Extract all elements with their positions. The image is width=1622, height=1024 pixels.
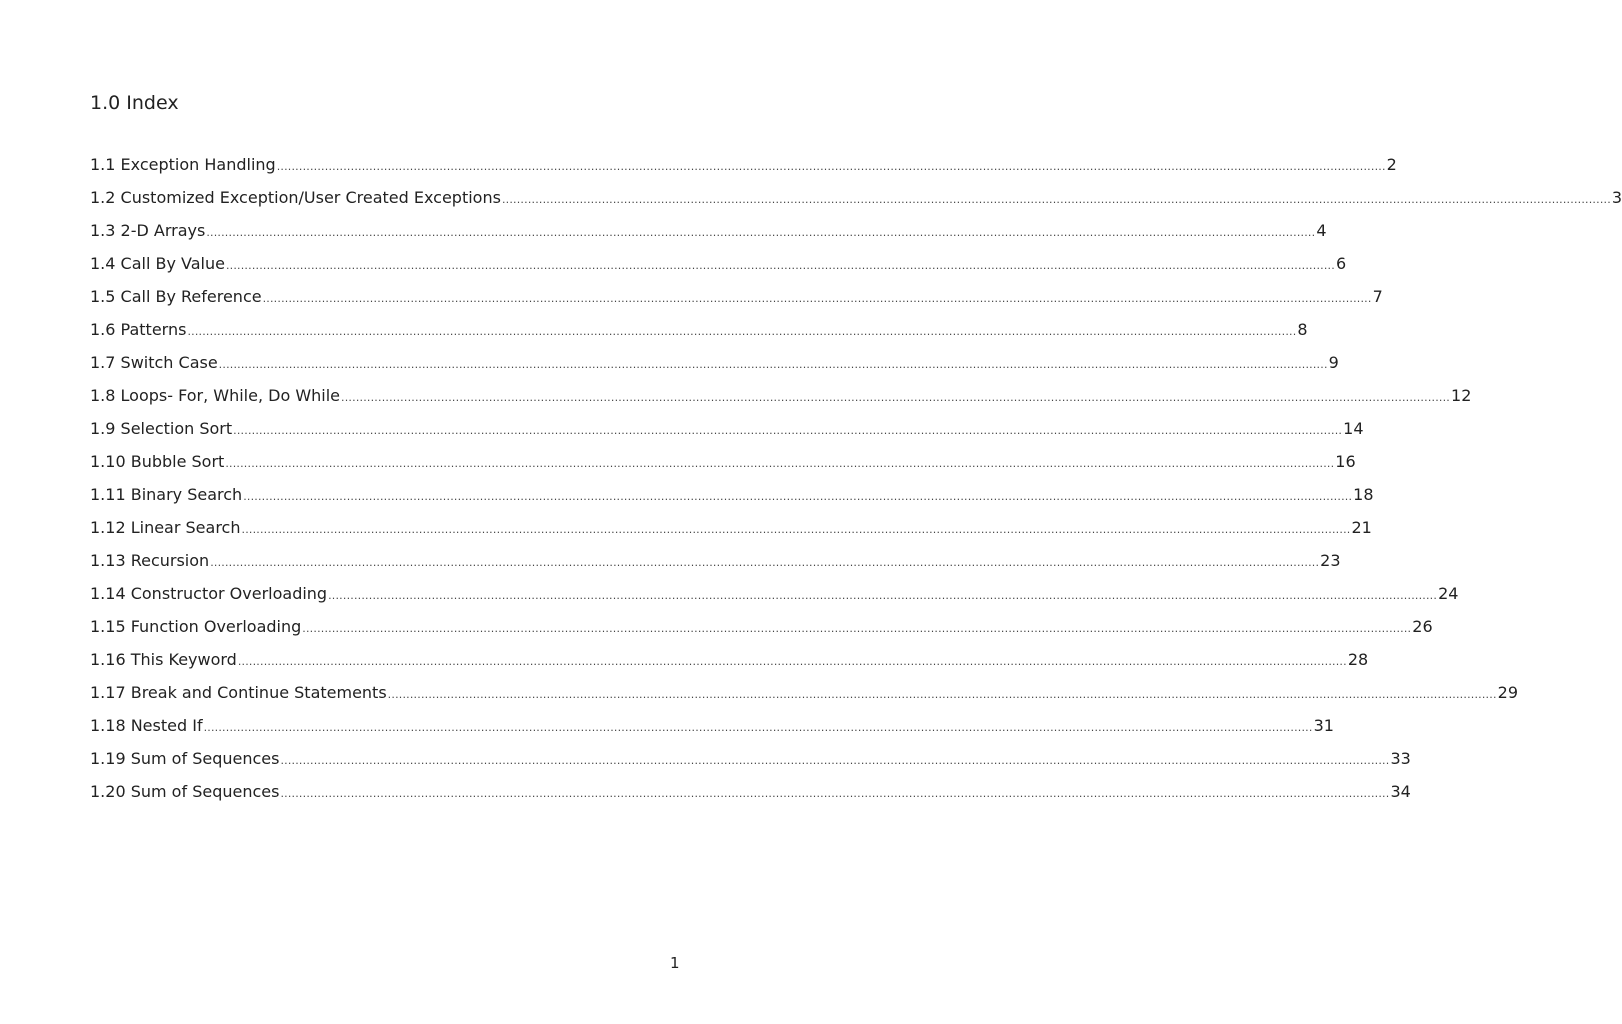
- toc-entry-label: 1.3 2-D Arrays: [90, 221, 206, 240]
- toc-entry-label: 1.1 Exception Handling: [90, 155, 276, 174]
- dot-leader: ............................................................................................................................................................................................................................................................................................................: [241, 523, 1351, 536]
- toc-entry-label: 1.5 Call By Reference: [90, 287, 262, 306]
- table-of-contents: [90, 150, 1622, 810]
- toc-entry-page: 12: [1451, 386, 1472, 405]
- dot-leader: ............................................................................................................................................................................................................................................................................................................: [206, 226, 1316, 239]
- toc-entry: [90, 480, 1374, 513]
- toc-entry: [90, 447, 1356, 480]
- footer-page-number: 1: [670, 954, 680, 972]
- dot-leader: ............................................................................................................................................................................................................................................................................................................: [203, 721, 1313, 734]
- toc-entry-page: 2: [1386, 155, 1397, 174]
- toc-entry-page: 23: [1320, 551, 1341, 570]
- toc-entry-page: 14: [1343, 419, 1364, 438]
- dot-leader: ............................................................................................................................................................................................................................................................................................................: [302, 622, 1412, 635]
- toc-entry: [90, 381, 1472, 414]
- toc-entry-label: 1.7 Switch Case: [90, 353, 218, 372]
- toc-entry-label: 1.6 Patterns: [90, 320, 187, 339]
- toc-entry-label: 1.11 Binary Search: [90, 485, 243, 504]
- toc-entry-label: 1.14 Constructor Overloading: [90, 584, 328, 603]
- dot-leader: ............................................................................................................................................................................................................................................................................................................: [225, 457, 1335, 470]
- toc-entry: [90, 678, 1519, 711]
- toc-entry-page: 24: [1438, 584, 1459, 603]
- toc-entry-label: 1.8 Loops- For, While, Do While: [90, 386, 341, 405]
- dot-leader: ............................................................................................................................................................................................................................................................................................................: [387, 688, 1497, 701]
- dot-leader: ............................................................................................................................................................................................................................................................................................................: [218, 358, 1328, 371]
- toc-entry-page: 9: [1328, 353, 1339, 372]
- toc-entry-label: 1.12 Linear Search: [90, 518, 241, 537]
- toc-entry: [90, 249, 1347, 282]
- toc-entry: [90, 546, 1341, 579]
- toc-entry-page: 28: [1347, 650, 1369, 669]
- toc-entry-page: 16: [1335, 452, 1356, 471]
- toc-entry: [90, 711, 1334, 744]
- toc-entry-label: 1.17 Break and Continue Statements: [90, 683, 387, 702]
- toc-entry-page: 34: [1390, 782, 1411, 801]
- dot-leader: ............................................................................................................................................................................................................................................................................................................: [276, 160, 1386, 173]
- toc-entry: [90, 150, 1397, 183]
- dot-leader: ............................................................................................................................................................................................................................................................................................................: [280, 754, 1390, 767]
- toc-entry: [90, 777, 1411, 810]
- toc-entry: [90, 348, 1339, 381]
- toc-entry-page: 8: [1297, 320, 1308, 339]
- dot-leader: ............................................................................................................................................................................................................................................................................................................: [225, 259, 1335, 272]
- toc-entry: [90, 183, 1622, 216]
- toc-entry-label: 1.4 Call By Value: [90, 254, 225, 273]
- toc-entry-page: 31: [1313, 716, 1334, 735]
- toc-entry: [90, 579, 1459, 612]
- toc-entry-page: 4: [1316, 221, 1327, 240]
- dot-leader: ............................................................................................................................................................................................................................................................................................................: [262, 292, 1372, 305]
- toc-entry-page: 7: [1372, 287, 1383, 306]
- dot-leader: ............................................................................................................................................................................................................................................................................................................: [237, 655, 1347, 668]
- toc-entry: [90, 645, 1369, 678]
- toc-entry-page: 21: [1351, 518, 1372, 537]
- toc-entry-page: 33: [1390, 749, 1411, 768]
- toc-entry-label: 1.15 Function Overloading: [90, 617, 302, 636]
- toc-entry: [90, 414, 1364, 447]
- toc-entry: [90, 216, 1327, 249]
- toc-entry: [90, 612, 1433, 645]
- toc-entry-page: 18: [1353, 485, 1374, 504]
- dot-leader: ............................................................................................................................................................................................................................................................................................................: [243, 490, 1353, 503]
- toc-entry-page: 6: [1335, 254, 1347, 273]
- dot-leader: ............................................................................................................................................................................................................................................................................................................: [233, 424, 1343, 437]
- toc-entry-label: 1.9 Selection Sort: [90, 419, 233, 438]
- toc-entry-page: 3: [1611, 188, 1622, 207]
- dot-leader: ............................................................................................................................................................................................................................................................................................................: [187, 325, 1297, 338]
- toc-entry-page: 29: [1497, 683, 1519, 702]
- dot-leader: ............................................................................................................................................................................................................................................................................................................: [341, 391, 1451, 404]
- dot-leader: ............................................................................................................................................................................................................................................................................................................: [501, 193, 1611, 206]
- toc-entry: [90, 315, 1308, 348]
- toc-entry-label: 1.20 Sum of Sequences: [90, 782, 280, 801]
- toc-entry: [90, 744, 1411, 777]
- toc-entry: [90, 513, 1372, 546]
- toc-entry-label: 1.16 This Keyword: [90, 650, 237, 669]
- toc-entry-label: 1.2 Customized Exception/User Created Exceptions: [90, 188, 501, 207]
- toc-entry-label: 1.13 Recursion: [90, 551, 210, 570]
- page-title: 1.0 Index: [90, 92, 179, 114]
- toc-entry: [90, 282, 1383, 315]
- toc-entry-label: 1.10 Bubble Sort: [90, 452, 225, 471]
- toc-entry-label: 1.19 Sum of Sequences: [90, 749, 280, 768]
- toc-entry-label: 1.18 Nested If: [90, 716, 203, 735]
- dot-leader: ............................................................................................................................................................................................................................................................................................................: [280, 787, 1390, 800]
- toc-entry-page: 26: [1412, 617, 1433, 636]
- dot-leader: ............................................................................................................................................................................................................................................................................................................: [328, 589, 1438, 602]
- dot-leader: ............................................................................................................................................................................................................................................................................................................: [210, 556, 1320, 569]
